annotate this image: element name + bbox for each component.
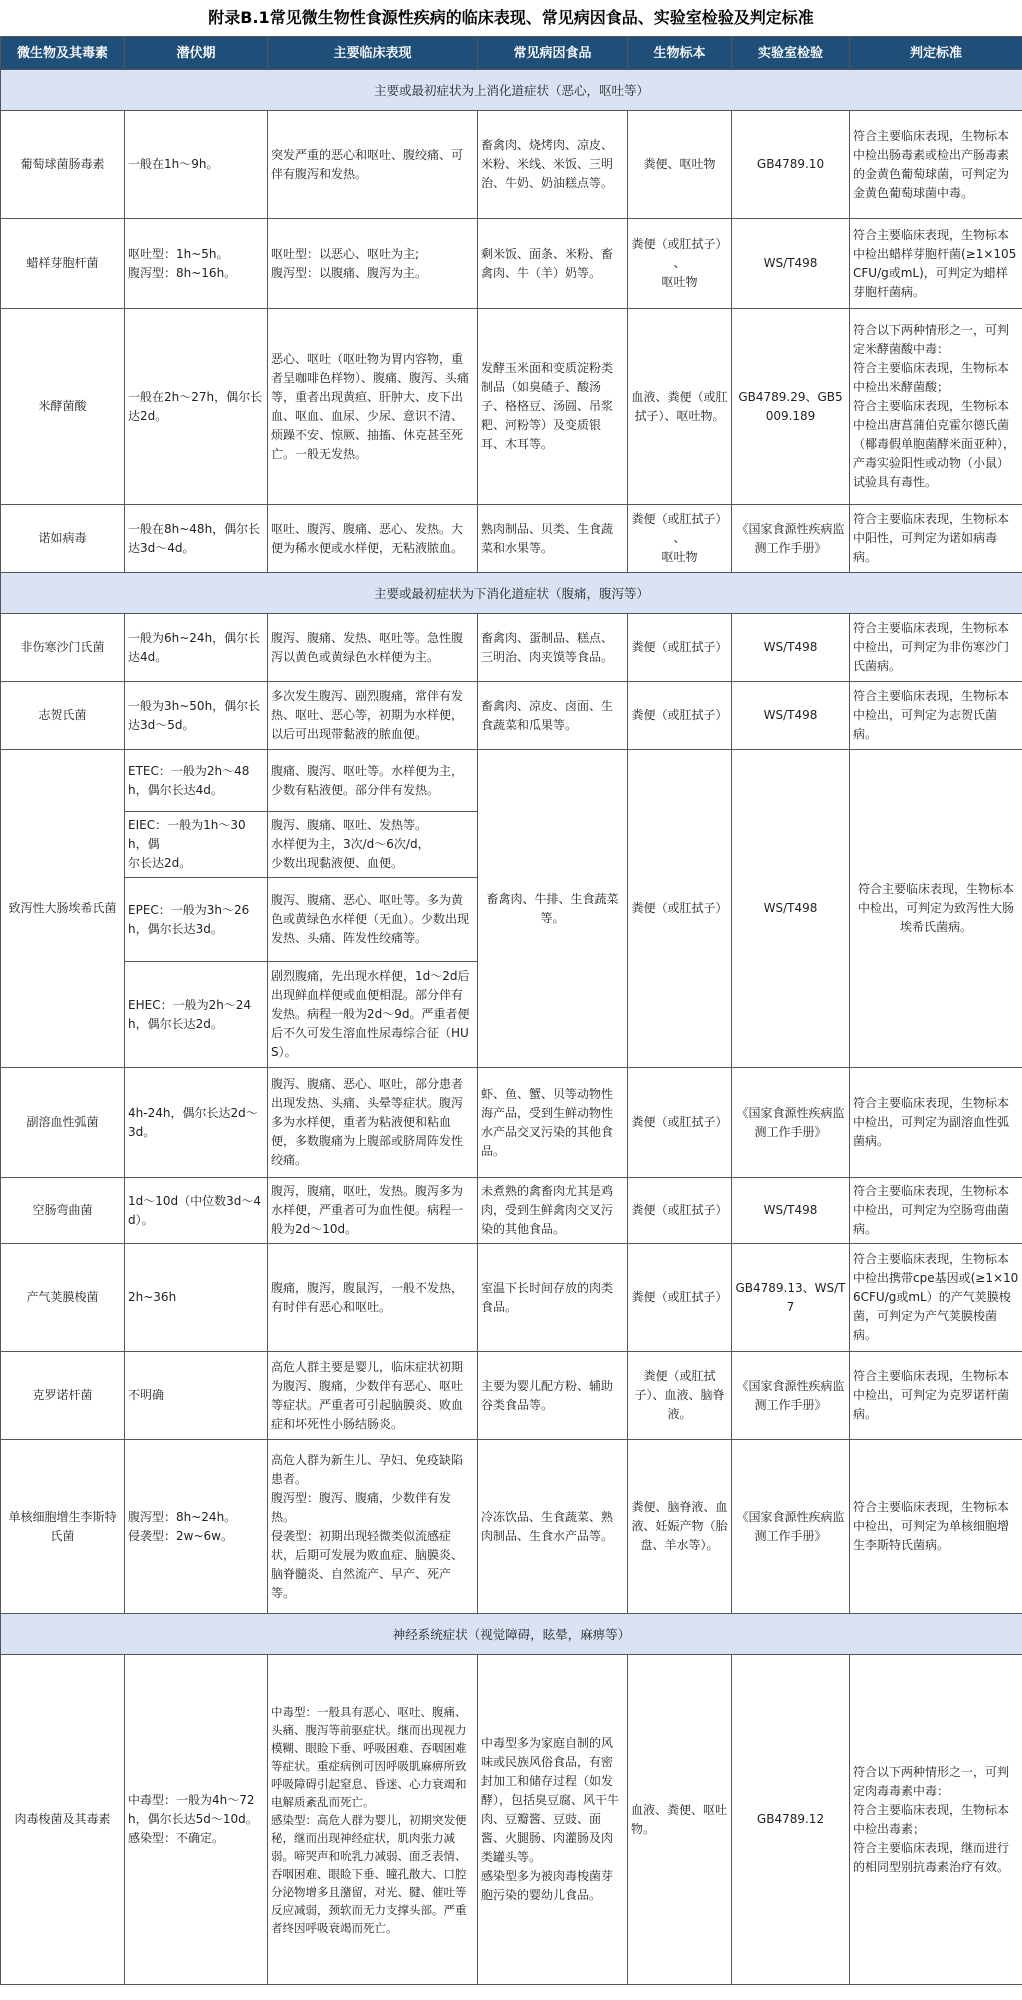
section-row	[1, 1614, 1022, 1655]
table-row	[1, 1068, 1022, 1178]
foods-cell: 中毒型多为家庭自制的风味或民族风俗食品，有密封加工和储存过程（如发酵），包括臭豆腐、风干牛肉、豆瓣酱、豆豉、面酱、火腿肠、肉灌肠及肉类罐头等。 感染型多为被肉毒梭菌芽胞污染的婴幼儿食品。	[478, 1655, 628, 1985]
symptoms-cell: 呕吐型：以恶心、呕吐为主; 腹泻型：以腹痛、腹泻为主。	[268, 219, 478, 309]
lab-cell: 《国家食源性疾病监测工作手册》	[732, 505, 850, 573]
lab-cell: WS/T498	[732, 219, 850, 309]
lab-cell: WS/T498	[732, 1178, 850, 1244]
table-row	[1, 1440, 1022, 1614]
criteria-cell: 符合主要临床表现，生物标本中检出，可判定为单核细胞增生李斯特氏菌病。	[850, 1440, 1022, 1614]
symptoms-cell: 腹泻、腹痛、发热、呕吐等。急性腹泻以黄色或黄绿色水样便为主。	[268, 614, 478, 682]
incubation-cell: 一般在2h～27h，偶尔长达2d。	[125, 309, 268, 505]
criteria-cell: 符合主要临床表现，生物标本中检出，可判定为非伤寒沙门氏菌病。	[850, 614, 1022, 682]
symptoms-cell: 多次发生腹泻、剧烈腹痛，常伴有发热、呕吐、恶心等，初期为水样便，以后可出现带黏液的脓血便。	[268, 682, 478, 750]
criteria-cell: 符合主要临床表现，生物标本中检出，可判定为副溶血性弧菌病。	[850, 1068, 1022, 1178]
col-header-symptoms: 主要临床表现	[268, 37, 478, 70]
microbe-name: 致泻性大肠埃希氏菌	[1, 750, 125, 1068]
lab-cell: WS/T498	[732, 614, 850, 682]
microbe-name: 非伤寒沙门氏菌	[1, 614, 125, 682]
microbe-name: 产气荚膜梭菌	[1, 1244, 125, 1352]
specimen-cell: 粪便、呕吐物	[628, 111, 732, 219]
lab-cell: 《国家食源性疾病监测工作手册》	[732, 1352, 850, 1440]
col-header-microbe: 微生物及其毒素	[1, 37, 125, 70]
lab-cell: 《国家食源性疾病监测工作手册》	[732, 1068, 850, 1178]
symptoms-cell: 腹痛、腹泻、呕吐等。水样便为主，少数有粘液便。部分伴有发热。	[268, 750, 478, 812]
header-row	[1, 37, 1022, 70]
section-lower-gi: 主要或最初症状为下消化道症状（腹痛，腹泻等）	[1, 573, 1022, 614]
incubation-cell: 一般为3h~50h，偶尔长达3d～5d。	[125, 682, 268, 750]
foods-cell: 畜禽肉、凉皮、卤面、生食蔬菜和瓜果等。	[478, 682, 628, 750]
symptoms-cell: 腹痛，腹泻，腹鼠泻，一般不发热，有时伴有恶心和呕吐。	[268, 1244, 478, 1352]
section-neuro: 神经系统症状（视觉障碍，眩晕，麻痹等）	[1, 1614, 1022, 1655]
section-row	[1, 573, 1022, 614]
symptoms-cell: 腹泻、腹痛、恶心、呕吐等。多为黄色或黄绿色水样便（无血）。少数出现发热、头痛、阵发性绞痛等。	[268, 878, 478, 962]
microbe-name: 空肠弯曲菌	[1, 1178, 125, 1244]
foods-cell: 未煮熟的禽畜肉尤其是鸡肉，受到生鲜禽肉交叉污染的其他食品。	[478, 1178, 628, 1244]
lab-cell: GB4789.10	[732, 111, 850, 219]
symptoms-cell: 腹泻、腹痛、恶心、呕吐，部分患者出现发热、头痛、头晕等症状。腹泻多为水样便，重者为粘液便和粘血便，多数腹痛为上腹部或脐周阵发性绞痛。	[268, 1068, 478, 1178]
lab-cell: GB4789.29、GB5009.189	[732, 309, 850, 505]
table-row	[1, 1655, 1022, 1985]
incubation-cell: EIEC：一般为1h～30h，偶 尔长达2d。	[125, 812, 268, 878]
microbe-name: 克罗诺杆菌	[1, 1352, 125, 1440]
foods-cell: 畜禽肉、蛋制品、糕点、三明治、肉夹馍等食品。	[478, 614, 628, 682]
criteria-cell: 符合主要临床表现，生物标本中检出，可判定为志贺氏菌病。	[850, 682, 1022, 750]
foods-cell: 主要为婴儿配方粉、辅助谷类食品等。	[478, 1352, 628, 1440]
incubation-cell: 不明确	[125, 1352, 268, 1440]
table-row	[1, 1178, 1022, 1244]
table-row	[1, 1352, 1022, 1440]
incubation-cell: EHEC：一般为2h～24h，偶尔长达2d。	[125, 962, 268, 1068]
symptoms-cell: 腹泻，腹痛，呕吐，发热。腹泻多为水样便，严重者可为血性便。病程一般为2d～10d。	[268, 1178, 478, 1244]
specimen-cell: 粪便、脑脊液、血液、妊娠产物（胎盘、羊水等）。	[628, 1440, 732, 1614]
specimen-cell: 粪便（或肛拭子）	[628, 750, 732, 1068]
incubation-cell: EPEC：一般为3h～26h，偶尔长达3d。	[125, 878, 268, 962]
col-header-lab: 实验室检验	[732, 37, 850, 70]
criteria-cell: 符合主要临床表现，生物标本中检出携带cpe基因或(≥1×106CFU/g或mL）的产气荚膜梭菌，可判定为产气荚膜梭菌病。	[850, 1244, 1022, 1352]
criteria-cell: 符合主要临床表现，生物标本中检出，可判定为克罗诺杆菌病。	[850, 1352, 1022, 1440]
symptoms-cell: 突发严重的恶心和呕吐、腹绞痛、可伴有腹泻和发热。	[268, 111, 478, 219]
symptoms-cell: 剧烈腹痛，先出现水样便，1d～2d后出现鲜血样便或血便相混。部分伴有发热。病程一般为2d～9d。严重者便后不久可发生溶血性尿毒综合征（HUS）。	[268, 962, 478, 1068]
col-header-foods: 常见病因食品	[478, 37, 628, 70]
specimen-cell: 粪便（或肛拭子）	[628, 682, 732, 750]
specimen-cell: 粪便（或肛拭子）	[628, 1068, 732, 1178]
disease-table	[0, 36, 1022, 1985]
section-row	[1, 70, 1022, 111]
section-upper-gi: 主要或最初症状为上消化道症状（恶心，呕吐等）	[1, 70, 1022, 111]
specimen-cell: 粪便（或肛拭子） 、 呕吐物	[628, 219, 732, 309]
incubation-cell: 一般在1h～9h。	[125, 111, 268, 219]
table-row	[1, 505, 1022, 573]
symptoms-cell: 恶心、呕吐（呕吐物为胃内容物，重者呈咖啡色样物）、腹痛、腹泻、头痛等，重者出现黄疸、肝肿大、皮下出血、呕血、血尿、少尿、意识不清、烦躁不安、惊厥、抽搐、休克甚至死亡。一般无发热。	[268, 309, 478, 505]
specimen-cell: 粪便（或肛拭子）	[628, 614, 732, 682]
microbe-name: 志贺氏菌	[1, 682, 125, 750]
criteria-cell: 符合主要临床表现，生物标本中检出，可判定为致泻性大肠埃希氏菌病。	[850, 750, 1022, 1068]
table-row	[1, 111, 1022, 219]
microbe-name: 诺如病毒	[1, 505, 125, 573]
incubation-cell: 1d～10d（中位数3d～4d）。	[125, 1178, 268, 1244]
table-row	[1, 219, 1022, 309]
incubation-cell: 腹泻型：8h~24h。 侵袭型：2w~6w。	[125, 1440, 268, 1614]
table-row	[1, 682, 1022, 750]
microbe-name: 葡萄球菌肠毒素	[1, 111, 125, 219]
symptoms-cell: 高危人群主要是婴儿，临床症状初期为腹泻、腹痛，少数伴有恶心、呕吐等症状。严重者可引起脑膜炎、败血症和坏死性小肠结肠炎。	[268, 1352, 478, 1440]
incubation-cell: ETEC：一般为2h～48h，偶尔长达4d。	[125, 750, 268, 812]
foods-cell: 冷冻饮品、生食蔬菜、熟肉制品、生食水产品等。	[478, 1440, 628, 1614]
incubation-cell: 4h-24h，偶尔长达2d～3d。	[125, 1068, 268, 1178]
specimen-cell: 血液、粪便、呕吐物。	[628, 1655, 732, 1985]
incubation-cell: 一般为6h~24h，偶尔长达4d。	[125, 614, 268, 682]
incubation-cell: 中毒型：一般为4h～72h，偶尔长达5d～10d。 感染型：不确定。	[125, 1655, 268, 1985]
criteria-cell: 符合以下两种情形之一，可判定米酵菌酸中毒： 符合主要临床表现，生物标本中检出米酵菌酸； 符合主要临床表现，生物标本中检出唐菖蒲伯克霍尔德氏菌（椰毒假单胞菌酵米面亚种），产毒实验阳性或动物（小鼠）试验具有毒性。	[850, 309, 1022, 505]
criteria-cell: 符合主要临床表现，生物标本中阳性，可判定为诺如病毒病。	[850, 505, 1022, 573]
foods-cell: 剩米饭、面条、米粉、畜禽肉、牛（羊）奶等。	[478, 219, 628, 309]
criteria-cell: 符合以下两种情形之一，可判定肉毒毒素中毒： 符合主要临床表现，生物标本中检出毒素； 符合主要临床表现，继而进行的相同型别抗毒素治疗有效。	[850, 1655, 1022, 1985]
lab-cell: GB4789.12	[732, 1655, 850, 1985]
lab-cell: WS/T498	[732, 682, 850, 750]
table-row	[1, 1244, 1022, 1352]
criteria-cell: 符合主要临床表现，生物标本中检出肠毒素或检出产肠毒素的金黄色葡萄球菌，可判定为金黄色葡萄球菌中毒。	[850, 111, 1022, 219]
foods-cell: 畜禽肉、牛排、生食蔬菜等。	[478, 750, 628, 1068]
specimen-cell: 粪便（或肛拭子）、血液、脑脊液。	[628, 1352, 732, 1440]
incubation-cell: 2h~36h	[125, 1244, 268, 1352]
specimen-cell: 粪便（或肛拭子）	[628, 1178, 732, 1244]
lab-cell: GB4789.13、WS/T7	[732, 1244, 850, 1352]
specimen-cell: 血液、粪便（或肛拭子）、呕吐物。	[628, 309, 732, 505]
foods-cell: 室温下长时间存放的肉类食品。	[478, 1244, 628, 1352]
symptoms-cell: 中毒型：一般具有恶心、呕吐、腹痛、头痛、腹泻等前驱症状。继而出现视力模糊、眼睑下垂、呼吸困难、吞咽困难等症状。重症病例可因呼吸肌麻痹所致呼吸障碍引起窒息、昏迷、心力衰竭和电解质紊乱而死亡。 感染型：高危人群为婴儿，初期突发便秘，继而出现神经症状，肌肉张力减弱。啼哭声和吮乳力减弱、面乏表情、吞咽困难、眼睑下垂、瞳孔散大、口腔分泌物增多且潴留，对光、腱、催吐等反应减弱，颈软而无力支撑头部。严重者终因呼吸衰竭而死亡。	[268, 1655, 478, 1985]
col-header-specimen: 生物标本	[628, 37, 732, 70]
microbe-name: 肉毒梭菌及其毒素	[1, 1655, 125, 1985]
microbe-name: 蜡样芽胞杆菌	[1, 219, 125, 309]
document-title: 附录B.1常见微生物性食源性疾病的临床表现、常见病因食品、实验室检验及判定标准	[208, 8, 814, 27]
microbe-name: 单核细胞增生李斯特氏菌	[1, 1440, 125, 1614]
col-header-incubation: 潜伏期	[125, 37, 268, 70]
symptoms-cell: 呕吐、腹泻、腹痛、恶心、发热。大便为稀水便或水样便，无粘液脓血。	[268, 505, 478, 573]
foods-cell: 虾、鱼、蟹、贝等动物性海产品，受到生鲜动物性水产品交叉污染的其他食品。	[478, 1068, 628, 1178]
specimen-cell: 粪便（或肛拭子） 、 呕吐物	[628, 505, 732, 573]
incubation-cell: 一般在8h~48h，偶尔长达3d～4d。	[125, 505, 268, 573]
lab-cell: 《国家食源性疾病监测工作手册》	[732, 1440, 850, 1614]
table-row	[1, 750, 1022, 812]
symptoms-cell: 腹泻、腹痛、呕吐、发热等。 水样便为主，3次/d～6次/d， 少数出现黏液便、血便。	[268, 812, 478, 878]
symptoms-cell: 高危人群为新生儿、孕妇、免疫缺陷患者。 腹泻型：腹泻、腹痛，少数伴有发热。 侵袭型：初期出现轻微类似流感症状，后期可发展为败血症、脑膜炎、脑脊髓炎、自然流产、早产、死产等。	[268, 1440, 478, 1614]
lab-cell: WS/T498	[732, 750, 850, 1068]
foods-cell: 畜禽肉、烧烤肉、凉皮、米粉、米线、米饭、三明治、牛奶、奶油糕点等。	[478, 111, 628, 219]
microbe-name: 米酵菌酸	[1, 309, 125, 505]
foods-cell: 发酵玉米面和变质淀粉类制品（如臭碴子、酸汤子、格格豆、汤圆、吊浆粑、河粉等）及变质银耳、木耳等。	[478, 309, 628, 505]
microbe-name: 副溶血性弧菌	[1, 1068, 125, 1178]
table-row	[1, 614, 1022, 682]
specimen-cell: 粪便（或肛拭子）	[628, 1244, 732, 1352]
foods-cell: 熟肉制品、贝类、生食蔬菜和水果等。	[478, 505, 628, 573]
table-row	[1, 309, 1022, 505]
incubation-cell: 呕吐型：1h~5h。 腹泻型：8h~16h。	[125, 219, 268, 309]
criteria-cell: 符合主要临床表现，生物标本中检出，可判定为空肠弯曲菌病。	[850, 1178, 1022, 1244]
col-header-criteria: 判定标准	[850, 37, 1022, 70]
criteria-cell: 符合主要临床表现，生物标本中检出蜡样芽胞杆菌(≥1×105CFU/g或mL)，可判定为蜡样芽胞杆菌病。	[850, 219, 1022, 309]
